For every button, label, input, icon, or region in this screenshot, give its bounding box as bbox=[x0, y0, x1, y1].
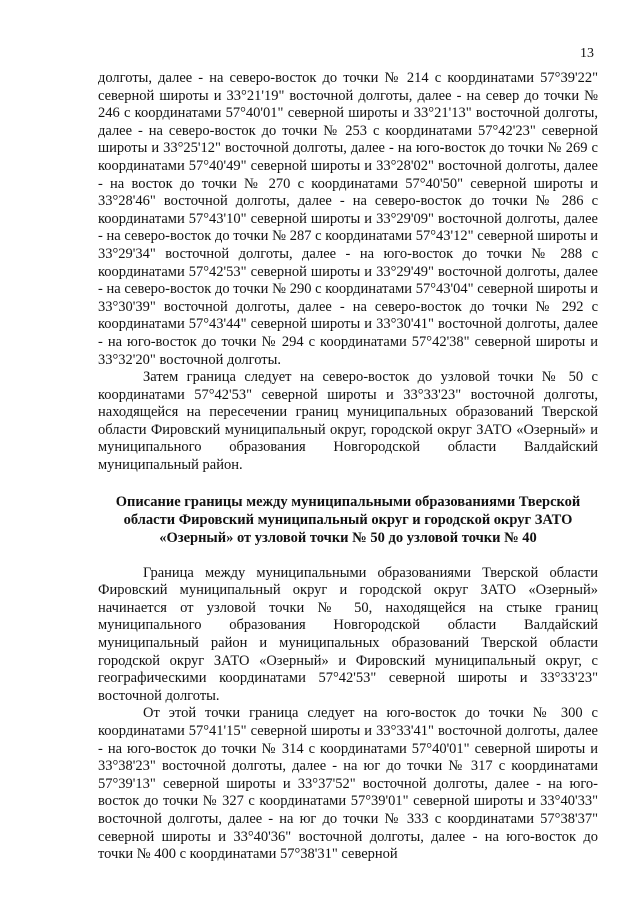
section-heading: Описание границы между муниципальными образованиями Тверской области Фировский муниципальный округ и городской округ ЗАТО «Озерный» от узловой точки № 50 до узловой точки № 40 bbox=[115, 493, 581, 546]
paragraph-boundary-start: Граница между муниципальными образованиями Тверской области Фировский муниципальный округ и городской округ ЗАТО «Озерный» начинается от узловой точки № 50, находящейся на стыке границ муниципального образования Новгородской области Валдайский муниципальный район и муниципальных образований Тверской области городской округ ЗАТО «Озерный» и Фировский муниципальный округ, с географическими координатами 57°42'53" северной широты и 33°33'23" восточной долготы. bbox=[98, 564, 598, 704]
paragraph-continuation: долготы, далее - на северо-восток до точки № 214 с координатами 57°39'22" северной широты и 33°21'19" восточной долготы, далее - на север до точки № 246 с координатами 57°40'01" северной широты и 33°21'13" восточной долготы, далее - на северо-восток до точки № 253 с координатами 57°42'23" северной широты и 33°25'12" восточной долготы, далее - на юго-восток до точки № 269 с координатами 57°40'49" северной широты и 33°28'02" восточной долготы, далее - на восток до точки № 270 с координатами 57°40'50" северной широты и 33°28'46" восточной долготы, далее - на северо-восток до точки № 286 с координатами 57°43'10" северной широты и 33°29'09" восточной долготы, далее - на северо-восток до точки № 287 с координатами 57°43'12" северной широты и 33°29'34" восточной долготы, далее - на юго-восток до точки № 288 с координатами 57°42'53" северной широты и 33°29'49" восточной долготы, далее - на северо-восток до точки № 290 с координатами 57°43'04" северной широты и 33°30'39" восточной долготы, далее - на северо-восток до точки № 292 с координатами 57°43'44" северной широты и 33°30'41" восточной долготы, далее - на юго-восток до точки № 294 с координатами 57°42'38" северной широты и 33°32'20" восточной долготы. bbox=[98, 70, 598, 368]
document-body bbox=[98, 70, 598, 864]
paragraph-nodal-point-50: Затем граница следует на северо-восток до узловой точки № 50 с координатами 57°42'53" северной широты и 33°33'23" восточной долготы, находящейся на пересечении границ муниципальных образований Тверской области Фировский муниципальный округ, городской округ ЗАТО «Озерный» и муниципального образования Новгородской области Валдайский муниципальный район. bbox=[98, 369, 598, 474]
paragraph-boundary-route: От этой точки граница следует на юго-восток до точки № 300 с координатами 57°41'15" северной широты и 33°33'41" восточной долготы, далее - на юго-восток до точки № 314 с координатами 57°40'01" северной широты и 33°38'23" восточной долготы, далее - на юг до точки № 317 с координатами 57°39'13" северной широты и 33°37'52" восточной долготы, далее - на юго-восток до точки № 327 с координатами 57°39'01" северной широты и 33°40'33" восточной долготы, далее - на юг до точки № 333 с координатами 57°38'37" северной широты и 33°40'36" восточной долготы, далее - на юго-восток до точки № 400 с координатами 57°38'31" северной bbox=[98, 705, 598, 863]
page-number: 13 bbox=[580, 46, 594, 61]
